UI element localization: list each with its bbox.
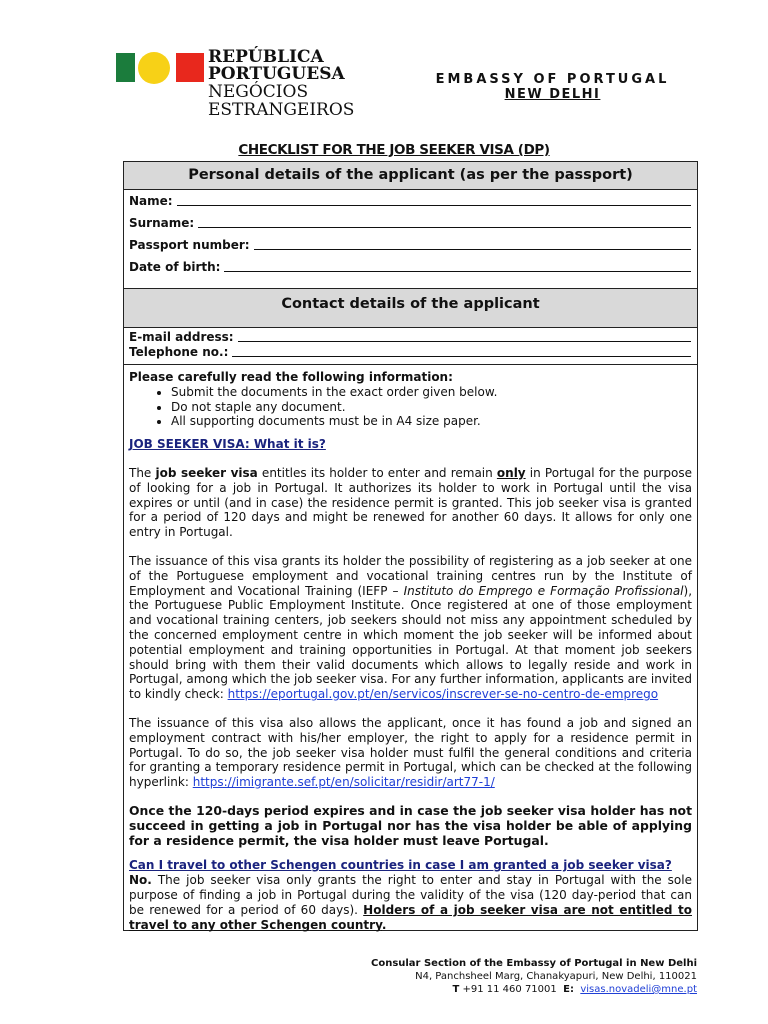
personal-details-heading: Personal details of the applicant (as per the passport)	[124, 162, 697, 190]
logo-yellow-circle	[138, 52, 170, 84]
checklist-form	[123, 161, 698, 931]
logo-text-line4: ESTRANGEIROS	[208, 100, 355, 120]
logo-green-rectangle	[116, 53, 135, 82]
telephone-label: Telephone no.:	[129, 345, 229, 359]
passport-number-label: Passport number:	[129, 238, 250, 252]
information-section	[129, 370, 692, 932]
paragraph-residence-permit: The issuance of this visa also allows the applicant, once it has found a job and signed an employment contract with his/her employer, the right to apply for a residence permit in Portugal. To do so, the job seeker visa holder must fulfil the general conditions and criteria for granting a temporary residence permit in Portugal, which can be checked at the following hyperlink: https://imigrante.sef.pt/en/solicitar/residir/art77-1/	[129, 715, 692, 790]
telephone-field[interactable]	[129, 345, 691, 359]
logo-text-line2: PORTUGUESA	[208, 64, 345, 84]
name-field[interactable]	[129, 194, 691, 208]
schengen-question-heading: Can I travel to other Schengen countries in case I am granted a job seeker visa?	[129, 858, 672, 873]
footer-email-link[interactable]: visas.novadeli@mne.pt	[580, 984, 697, 995]
logo-red-square	[176, 53, 204, 82]
embassy-city: NEW DELHI	[504, 87, 601, 102]
footer-contact	[371, 957, 697, 996]
info-intro: Please carefully read the following information:	[129, 370, 453, 384]
embassy-heading	[420, 72, 685, 102]
date-of-birth-line[interactable]	[224, 261, 691, 272]
surname-line[interactable]	[198, 217, 691, 228]
name-line[interactable]	[177, 195, 691, 206]
embassy-name: EMBASSY OF PORTUGAL	[435, 72, 670, 87]
paragraph-schengen-answer: No. The job seeker visa only grants the right to enter and stay in Portugal with the sole purpose of finding a job in Portugal during the validity of the visa (120 day-period that can be renewed for a period of 60 days). Holders of a job seeker visa are not entitled to travel to any other Schengen country.	[129, 873, 692, 932]
what-it-is-heading: JOB SEEKER VISA: What it is?	[129, 437, 326, 452]
instruction-list	[129, 385, 692, 429]
email-field[interactable]	[129, 330, 691, 344]
paragraph-definition: The job seeker visa entitles its holder to enter and remain only in Portugal for the purpose of looking for a job in Portugal. It authorizes its holder to work in Portugal until the visa expires or until (and in case) the residence permit is granted. This job seeker visa is granted for a period of 120 days and might be renewed for another 60 days. It allows for only one entry in Portugal.	[129, 465, 692, 540]
section-divider	[124, 364, 697, 365]
logo-text-line3: NEGÓCIOS	[208, 82, 309, 102]
email-label: E-mail address:	[129, 330, 234, 344]
telephone-line[interactable]	[232, 346, 691, 357]
footer-phone-email: T +91 11 460 71001 E: visas.novadeli@mne.pt	[452, 984, 697, 995]
imigrante-sef-link[interactable]: https://imigrante.sef.pt/en/solicitar/residir/art77-1/	[192, 775, 495, 790]
name-label: Name:	[129, 194, 173, 208]
surname-label: Surname:	[129, 216, 195, 230]
logo-text-line1: REPÚBLICA	[208, 47, 324, 67]
footer-phone: +91 11 460 71001	[459, 984, 557, 995]
email-line[interactable]	[238, 331, 691, 342]
contact-details-heading: Contact details of the applicant	[124, 288, 697, 328]
passport-number-line[interactable]	[254, 239, 691, 250]
list-item: • All supporting documents must be in A4 size paper.	[171, 414, 692, 429]
eportugal-link[interactable]: https://eportugal.gov.pt/en/servicos/inscrever-se-no-centro-de-emprego	[227, 687, 659, 702]
list-item: • Do not staple any document.	[171, 400, 692, 415]
footer-office-name: Consular Section of the Embassy of Portugal in New Delhi	[370, 958, 697, 969]
surname-field[interactable]	[129, 216, 691, 230]
document-title: CHECKLIST FOR THE JOB SEEKER VISA (DP)	[238, 142, 550, 158]
footer-address: N4, Panchsheel Marg, Chanakyapuri, New Delhi, 110021	[415, 971, 697, 982]
paragraph-registration: The issuance of this visa grants its holder the possibility of registering as a job seeker at one of the Portuguese employment and vocational training centres run by the Institute of Employment and Vocational Training (IEFP – Instituto do Emprego e Formação Profissional), the Portuguese Public Employment Institute. Once registered at one of those employment and vocational training centers, job seekers should not miss any appointment scheduled by the concerned employment centre in which moment the job seeker will be informed about potential employment and training opportunities in Portugal. At that moment job seekers should bring with them their valid documents which allows to legally reside and work in Portugal, among which the job seeker visa. For any further information, applicants are invited to kindly check: https://eportugal.gov.pt/en/servicos/inscrever-se-no-centro-de-emprego	[129, 553, 693, 702]
paragraph-expiry-warning: Once the 120-days period expires and in case the job seeker visa holder has not succeed in getting a job in Portugal nor has the visa holder be able of applying for a residence permit, the visa holder must leave Portugal.	[129, 802, 692, 848]
date-of-birth-label: Date of birth:	[129, 260, 221, 274]
passport-number-field[interactable]	[129, 238, 691, 252]
date-of-birth-field[interactable]	[129, 260, 691, 274]
list-item: • Submit the documents in the exact order given below.	[171, 385, 692, 400]
